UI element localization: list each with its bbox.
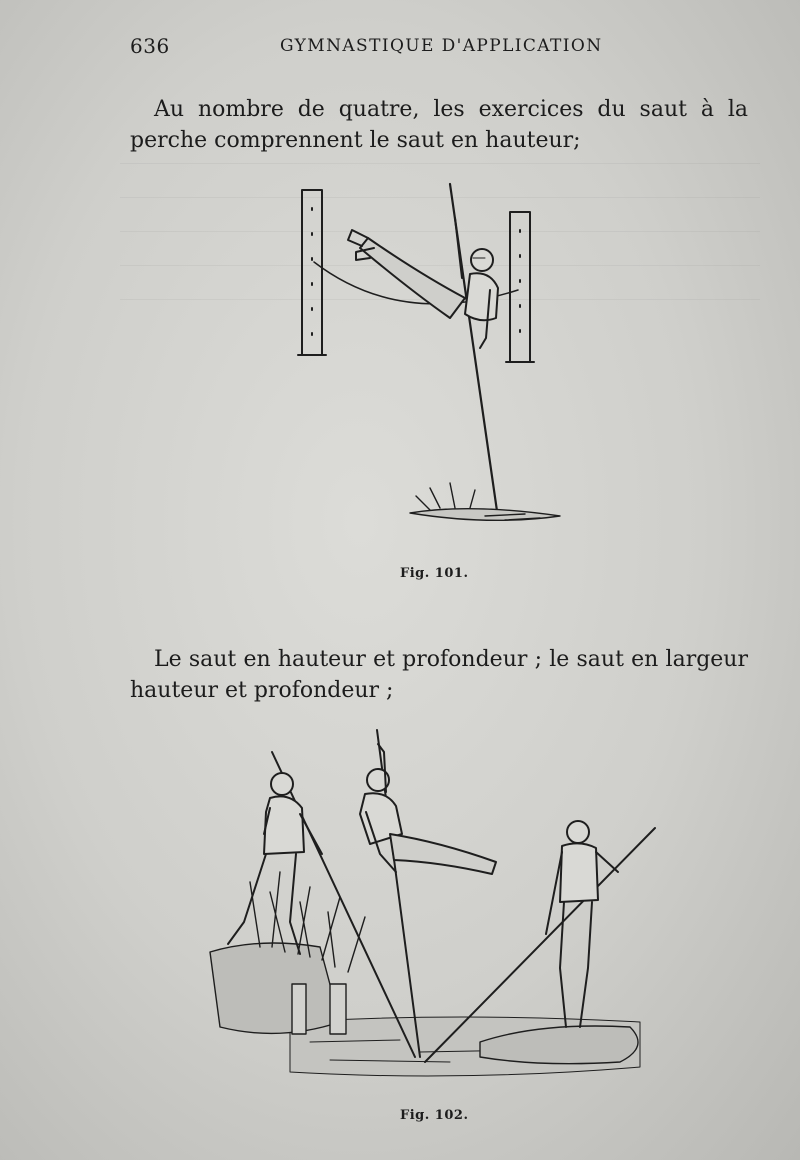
page-header — [130, 34, 750, 60]
paragraph-2: Le saut en hauteur et profondeur ; le saut en largeur hauteur et profondeur ; — [130, 647, 748, 703]
figure-102-illustration — [200, 722, 660, 1102]
left-bank-reeds — [210, 872, 365, 1034]
vaulter-figure — [348, 218, 498, 348]
ground-tuft — [410, 483, 560, 520]
figure-101-caption: Fig. 101. — [400, 566, 469, 581]
figure-102-caption: Fig. 102. — [400, 1108, 469, 1123]
right-upright — [506, 212, 534, 362]
vaulter-left — [228, 773, 322, 954]
left-upright — [298, 190, 326, 355]
running-head: GYMNASTIQUE D'APPLICATION — [280, 36, 603, 56]
page-number: 636 — [130, 34, 170, 58]
vaulter-right — [546, 821, 618, 1027]
paragraph-1: Au nombre de quatre, les exercices du saut à la perche comprennent le saut en hauteur; — [130, 97, 748, 153]
figure-101-illustration — [290, 178, 590, 548]
